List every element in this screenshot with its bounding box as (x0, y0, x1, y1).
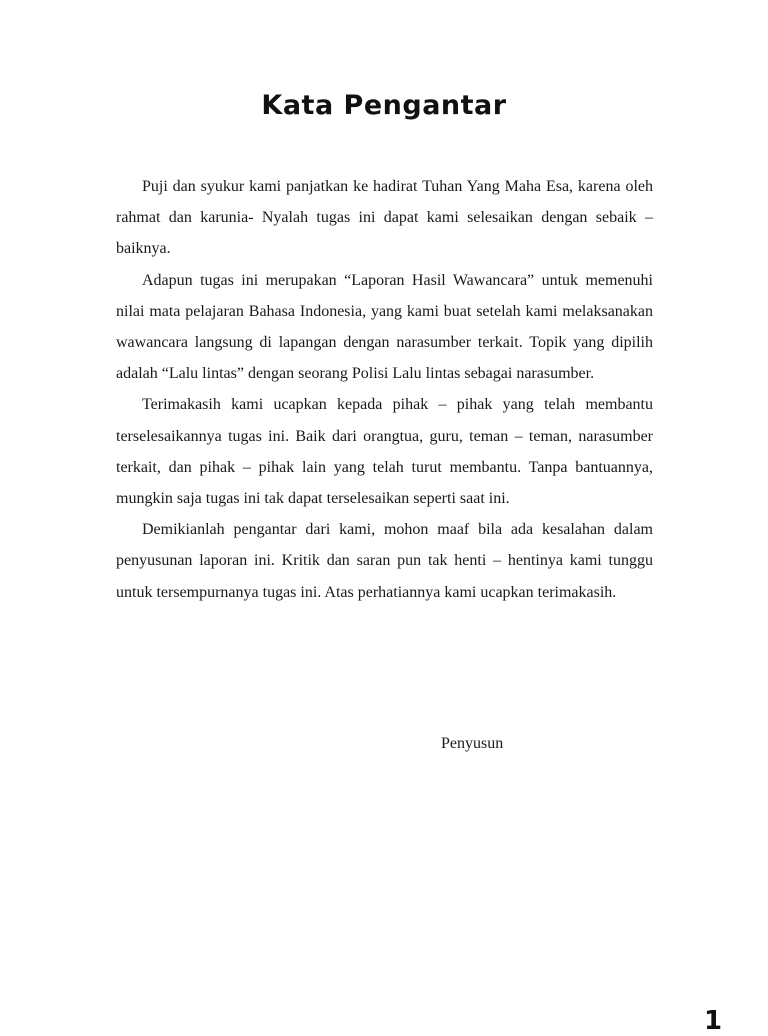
paragraph-1: Puji dan syukur kami panjatkan ke hadirat Tuhan Yang Maha Esa, karena oleh rahmat dan karunia- Nyalah tugas ini dapat kami selesaikan dengan sebaik – baiknya. (116, 178, 653, 258)
page-number: 1 (704, 1006, 723, 1036)
paragraph-4: Demikianlah pengantar dari kami, mohon maaf bila ada kesalahan dalam penyusunan laporan ini. Kritik dan saran pun tak henti – hentinya kami tunggu untuk tersempurnanya tugas ini. Atas perhatiannya kami ucapkan terimakasih. (116, 521, 653, 601)
signature: Penyusun (441, 735, 504, 752)
paragraph-2: Adapun tugas ini merupakan “Laporan Hasil Wawancara” untuk memenuhi nilai mata pelajaran Bahasa Indonesia, yang kami buat setelah kami melaksanakan wawancara langsung di lapangan dengan narasumber terkait. Topik yang dipilih adalah “Lalu lintas” dengan seorang Polisi Lalu lintas sebagai narasumber. (116, 271, 653, 383)
body-text (116, 171, 653, 608)
paragraph-3: Terimakasih kami ucapkan kepada pihak – pihak yang telah membantu terselesaikannya tugas ini. Baik dari orangtua, guru, teman – teman, narasumber terkait, dan pihak – pihak lain yang telah turut membantu. Tanpa bantuannya, mungkin saja tugas ini tak dapat terselesaikan seperti saat ini. (116, 396, 653, 508)
page-title: Kata Pengantar (261, 90, 507, 121)
